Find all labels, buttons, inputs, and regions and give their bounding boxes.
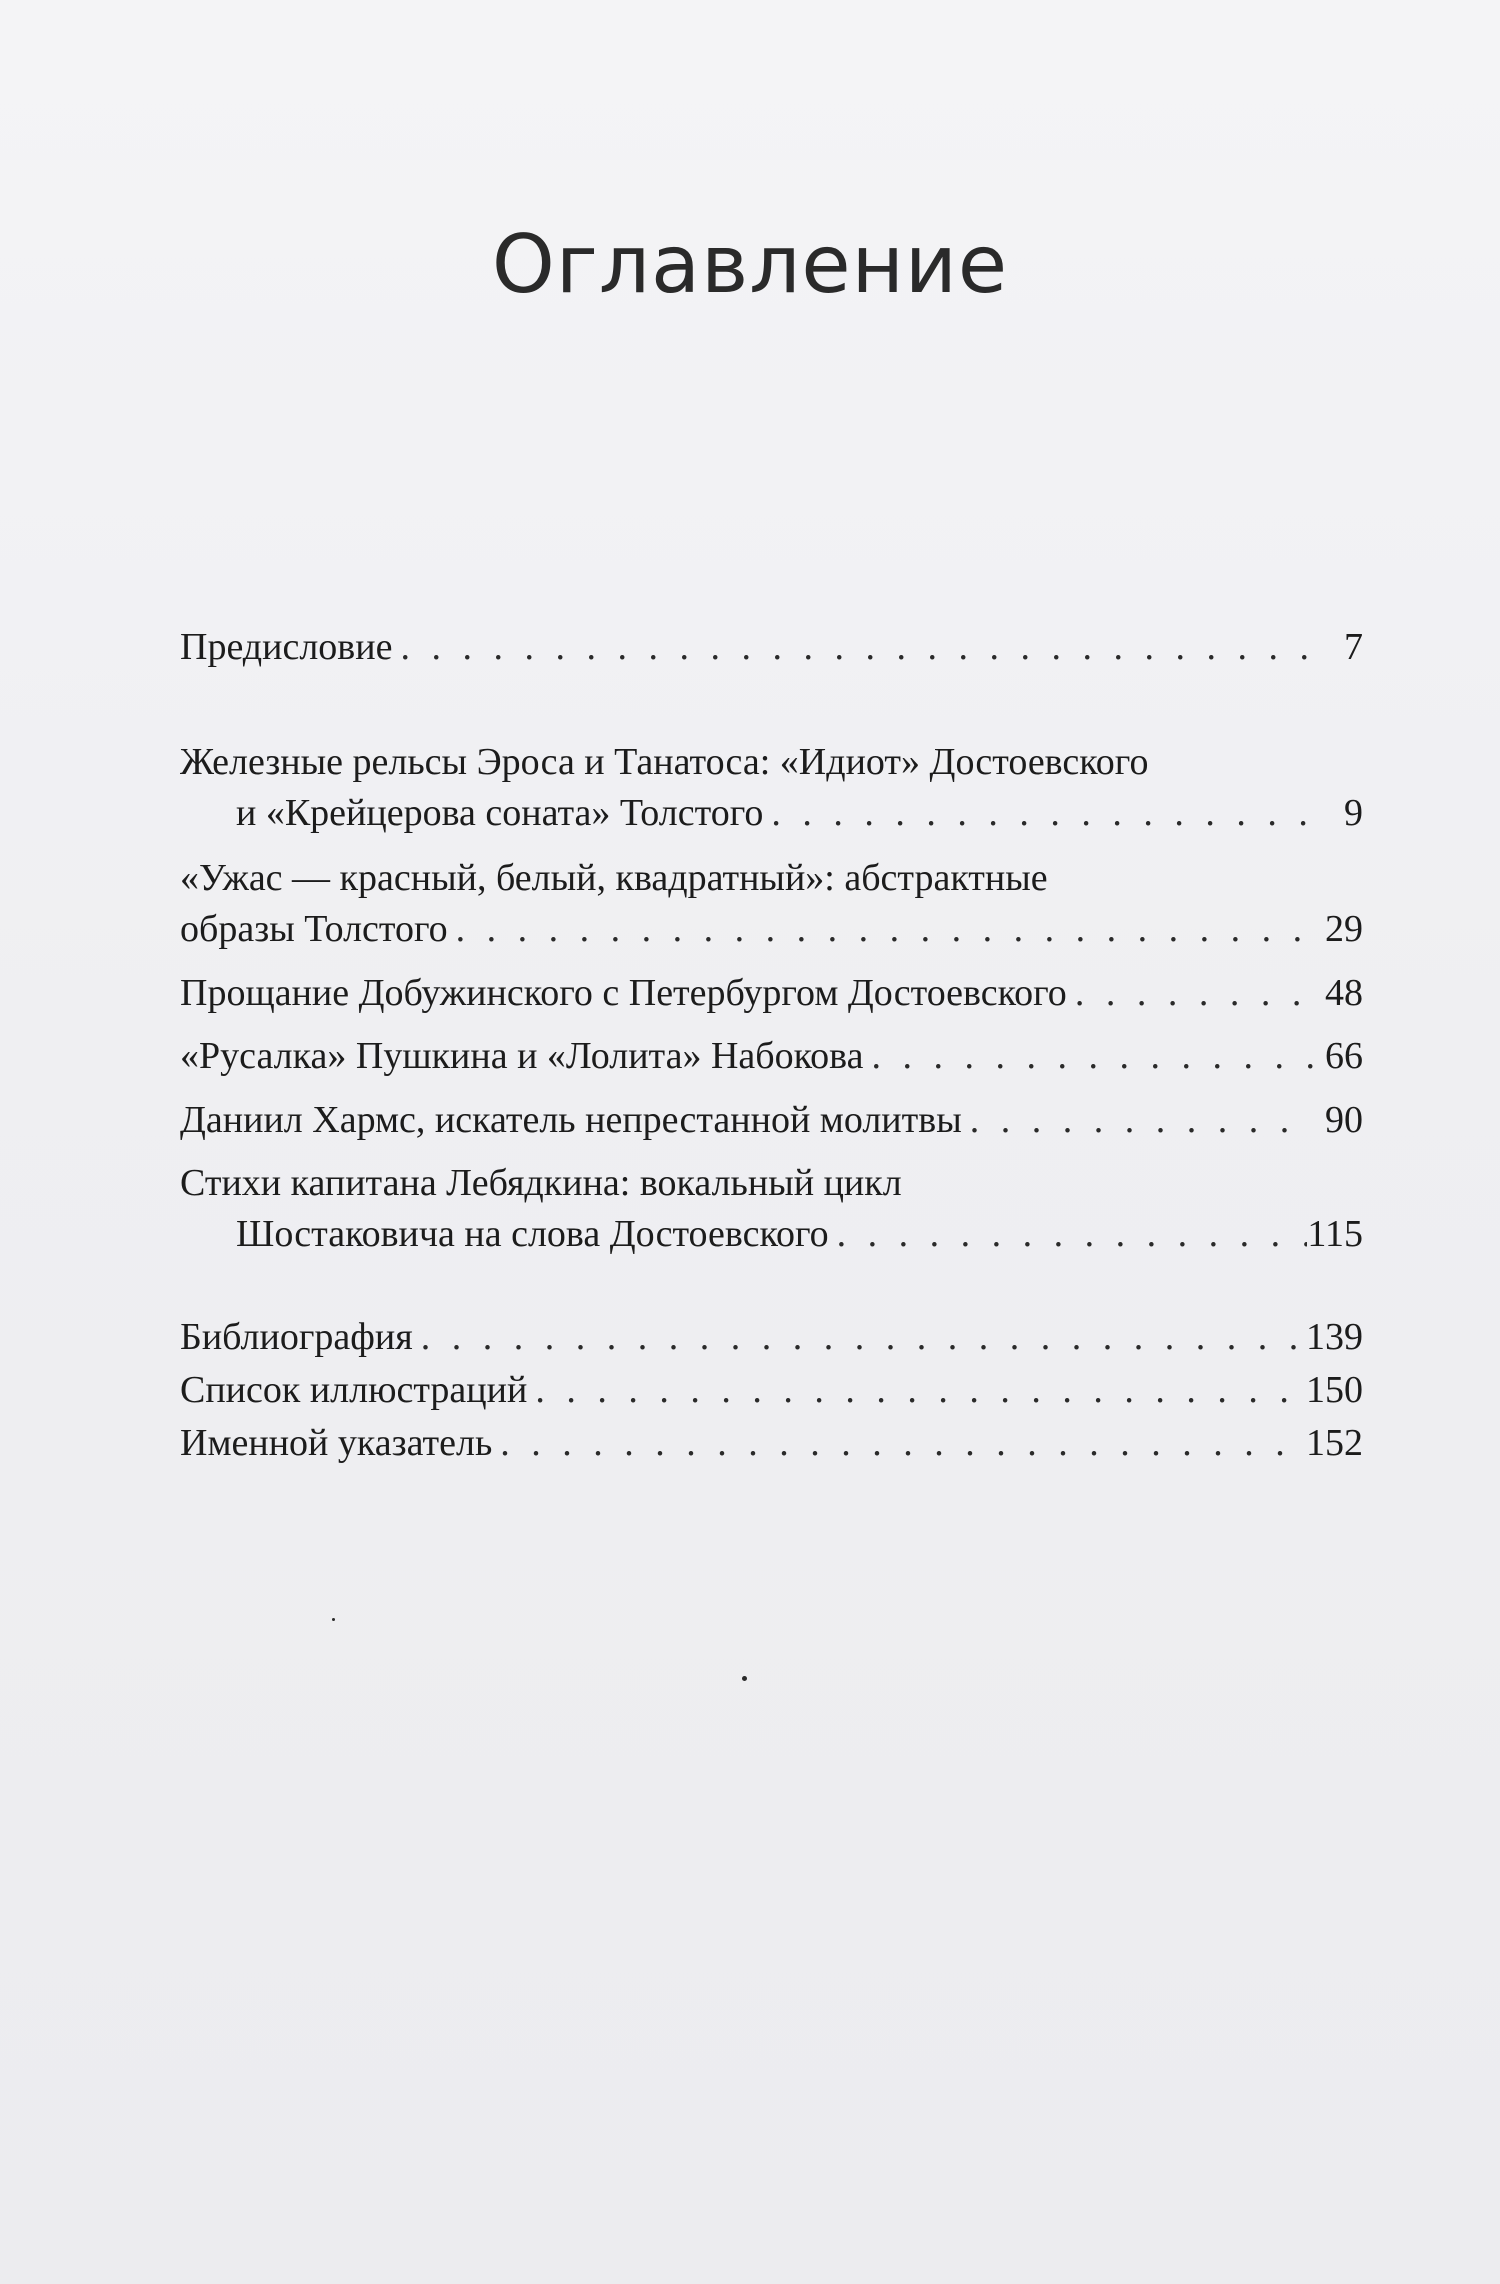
leader-dots xyxy=(863,1031,1313,1082)
toc-entry-page: 66 xyxy=(1325,1035,1363,1077)
toc-entry-title: Прощание Добужинского с Петербургом Достоевского xyxy=(180,972,1067,1014)
toc-entry-chapter-5[interactable] xyxy=(180,1095,1363,1146)
leader-dots xyxy=(829,1209,1308,1260)
toc-entry-chapter-3[interactable] xyxy=(180,968,1363,1019)
toc-entry-page: 139 xyxy=(1306,1316,1363,1358)
toc-entry-index[interactable] xyxy=(180,1418,1363,1469)
leader-dots xyxy=(763,788,1313,839)
page-title: Оглавление xyxy=(491,218,1009,311)
toc-entry-preface[interactable] xyxy=(180,622,1363,673)
toc-entry-chapter-1[interactable] xyxy=(180,737,1363,839)
leader-dots xyxy=(392,622,1313,673)
leader-dots xyxy=(492,1418,1306,1469)
toc-entry-bibliography[interactable] xyxy=(180,1312,1363,1363)
toc-entry-title: Библиография xyxy=(180,1316,413,1358)
toc-entry-page: 29 xyxy=(1325,908,1363,950)
leader-dots xyxy=(962,1095,1313,1146)
toc-entry-page: 9 xyxy=(1344,792,1363,834)
toc-entry-page: 48 xyxy=(1325,972,1363,1014)
toc-entry-page: 150 xyxy=(1306,1369,1363,1411)
leader-dots xyxy=(1067,968,1313,1019)
toc-entry-title: «Русалка» Пушкина и «Лолита» Набокова xyxy=(180,1035,864,1077)
toc-entry-title: Даниил Хармс, искатель непрестанной молитвы xyxy=(180,1099,962,1141)
toc-entry-title: «Ужас — красный, белый, квадратный»: абстрактные xyxy=(180,857,1048,899)
toc-entry-page: 7 xyxy=(1344,626,1363,668)
toc-entry-chapter-6[interactable] xyxy=(180,1158,1363,1260)
toc-entry-page: 90 xyxy=(1325,1099,1363,1141)
toc-entry-title-continued: и «Крейцерова соната» Толстого xyxy=(236,792,764,834)
toc-entry-page: 152 xyxy=(1306,1422,1363,1464)
toc-entry-chapter-2[interactable] xyxy=(180,853,1363,955)
leader-dots xyxy=(448,904,1313,955)
leader-dots xyxy=(413,1312,1306,1363)
toc-entry-title-continued: Шостаковича на слова Достоевского xyxy=(236,1213,829,1255)
toc-entry-title: Предисловие xyxy=(180,626,393,668)
toc-entry-title-continued: образы Толстого xyxy=(180,908,448,950)
toc-entry-title: Железные рельсы Эроса и Танатоса: «Идиот» Достоевского xyxy=(180,741,1149,783)
ink-speck xyxy=(332,1618,335,1621)
toc-entry-illustrations[interactable] xyxy=(180,1365,1363,1416)
leader-dots xyxy=(527,1365,1306,1416)
toc-entry-title: Именной указатель xyxy=(180,1422,493,1464)
toc-entry-title: Список иллюстраций xyxy=(180,1369,528,1411)
ink-speck xyxy=(742,1676,747,1681)
toc-entry-title: Стихи капитана Лебядкина: вокальный цикл xyxy=(180,1162,902,1204)
toc-entry-chapter-4[interactable] xyxy=(180,1031,1363,1082)
toc-entry-page: 115 xyxy=(1307,1213,1363,1255)
